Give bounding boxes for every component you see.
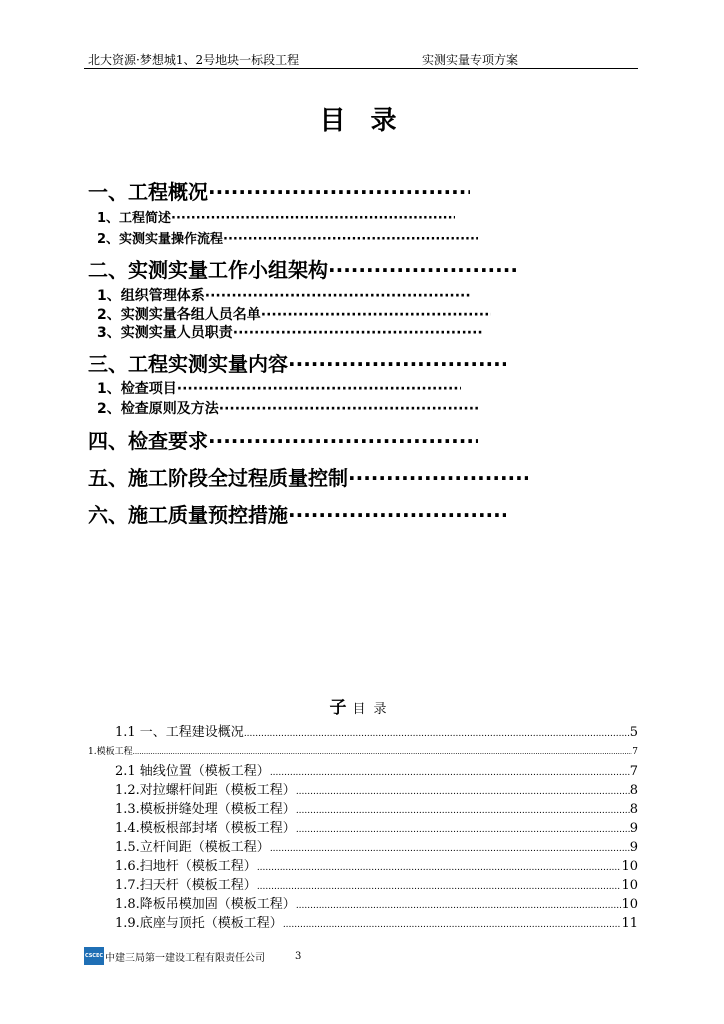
sub-toc-entry[interactable] xyxy=(115,855,638,874)
sub-toc-page-number: 10 xyxy=(621,897,638,912)
toc-entry[interactable] xyxy=(97,322,482,342)
toc-entry[interactable] xyxy=(88,499,506,528)
sub-toc-page-number: 7 xyxy=(629,764,638,779)
toc-entry-label: 2、实测实量操作流程 xyxy=(97,232,224,247)
toc-entry-label: 一、工程概况 xyxy=(88,180,208,204)
sub-toc-entry[interactable] xyxy=(115,817,638,836)
sub-toc-leader xyxy=(257,882,622,892)
sub-toc-title xyxy=(0,693,724,718)
sub-toc-entry-label: 1.4.模板根部封堵（模板工程） xyxy=(115,821,296,836)
sub-toc-entry-label: 1.3.模板拼缝处理（模板工程） xyxy=(115,802,296,817)
toc-leader-dots xyxy=(223,232,478,247)
sub-toc-entry[interactable] xyxy=(88,744,638,757)
toc-entry-label: 2、检查原则及方法 xyxy=(97,401,219,417)
toc-leader-dots xyxy=(288,503,506,527)
sub-toc-entry-label: 1.6.扫地杆（模板工程） xyxy=(115,859,257,874)
toc-entry-label: 3、实测实量人员职责 xyxy=(97,325,233,341)
toc-entry[interactable] xyxy=(88,254,516,283)
sub-toc-entry-label: 1.2.对拉螺杆间距（模板工程） xyxy=(115,783,296,798)
sub-toc-leader xyxy=(283,920,622,930)
toc-entry[interactable] xyxy=(88,462,528,491)
sub-toc-page-number: 8 xyxy=(629,802,638,817)
sub-toc-entry-label: 2.1 轴线位置（模板工程） xyxy=(115,764,270,779)
toc-leader-dots xyxy=(171,211,455,226)
company-logo: CSCEC xyxy=(84,947,104,965)
toc-entry[interactable] xyxy=(88,176,470,205)
header-document-name: 实测实量专项方案 xyxy=(422,53,519,67)
toc-entry[interactable] xyxy=(97,398,478,418)
sub-toc-leader xyxy=(133,748,633,756)
toc-entry-label: 三、工程实测实量内容 xyxy=(88,352,288,376)
sub-toc-leader xyxy=(296,806,630,816)
toc-leader-dots xyxy=(208,180,470,204)
toc-entry[interactable] xyxy=(97,304,491,324)
toc-leader-dots xyxy=(328,258,516,282)
sub-toc-entry-label: 1.9.底座与顶托（模板工程） xyxy=(115,916,283,931)
sub-toc-page-number: 9 xyxy=(629,821,638,836)
sub-toc-entry-label: 1.5.立杆间距（模板工程） xyxy=(115,840,270,855)
sub-toc-entry[interactable] xyxy=(115,798,638,817)
sub-toc-entry[interactable] xyxy=(115,779,638,798)
sub-toc-entry[interactable] xyxy=(115,760,638,779)
sub-toc-title-rest: 目录 xyxy=(352,702,395,717)
sub-toc-leader xyxy=(296,787,630,797)
sub-toc-leader xyxy=(270,768,630,778)
sub-toc-entry[interactable] xyxy=(115,893,638,912)
toc-entry[interactable] xyxy=(97,207,455,226)
toc-entry-label: 1、工程简述 xyxy=(97,211,172,226)
sub-toc-entry-label: 1.1 一、工程建设概况 xyxy=(115,725,244,740)
toc-entry[interactable] xyxy=(97,285,470,305)
toc-leader-dots xyxy=(261,307,491,323)
footer-page-number: 3 xyxy=(295,950,302,962)
toc-entry[interactable] xyxy=(97,378,461,398)
page-footer xyxy=(84,946,301,966)
sub-toc-leader xyxy=(296,825,630,835)
sub-toc-leader xyxy=(244,729,630,739)
sub-toc-title-first: 子 xyxy=(329,698,347,718)
sub-toc-page-number: 9 xyxy=(629,840,638,855)
sub-toc-entry-label: 1.7.扫天杆（模板工程） xyxy=(115,878,257,893)
toc-leader-dots xyxy=(348,466,528,490)
toc-entry[interactable] xyxy=(88,348,506,377)
sub-toc-entry-label: 1.8.降板吊模加固（模板工程） xyxy=(115,897,296,912)
toc-leader-dots xyxy=(205,288,470,304)
toc-entry[interactable] xyxy=(97,228,478,247)
footer-company-name: 中建三局第一建设工程有限责任公司 xyxy=(105,952,265,964)
sub-toc-page-number: 5 xyxy=(629,725,638,740)
sub-toc-entry[interactable] xyxy=(115,721,638,740)
toc-entry-label: 二、实测实量工作小组架构 xyxy=(88,258,328,282)
header-project-name: 北大资源·梦想城1、2号地块一标段工程 xyxy=(88,53,300,67)
sub-toc-page-number: 10 xyxy=(621,878,638,893)
sub-toc-entry[interactable] xyxy=(115,874,638,893)
toc-leader-dots xyxy=(208,429,478,453)
sub-toc-leader xyxy=(270,844,630,854)
sub-toc-page-number: 11 xyxy=(621,916,638,931)
toc-leader-dots xyxy=(288,352,506,376)
sub-toc-entry-label: 1.模板工程 xyxy=(88,747,133,757)
toc-entry-label: 六、施工质量预控措施 xyxy=(88,503,288,527)
sub-toc-page-number: 10 xyxy=(621,859,638,874)
toc-leader-dots xyxy=(233,325,482,341)
page-title: 目 录 xyxy=(319,106,405,136)
toc-entry-label: 1、组织管理体系 xyxy=(97,288,205,304)
sub-toc-leader xyxy=(296,901,622,911)
toc-entry-label: 2、实测实量各组人员名单 xyxy=(97,307,261,323)
toc-entry[interactable] xyxy=(88,425,478,454)
sub-toc-page-number: 7 xyxy=(632,747,638,757)
sub-toc-leader xyxy=(257,863,622,873)
toc-entry-label: 五、施工阶段全过程质量控制 xyxy=(88,466,348,490)
toc-entry-label: 1、检查项目 xyxy=(97,381,177,397)
toc-entry-label: 四、检查要求 xyxy=(88,429,208,453)
page-header xyxy=(84,50,638,69)
toc-leader-dots xyxy=(177,381,461,397)
sub-toc-page-number: 8 xyxy=(629,783,638,798)
toc-leader-dots xyxy=(219,401,478,417)
sub-toc-entry[interactable] xyxy=(115,912,638,931)
sub-toc-entry[interactable] xyxy=(115,836,638,855)
